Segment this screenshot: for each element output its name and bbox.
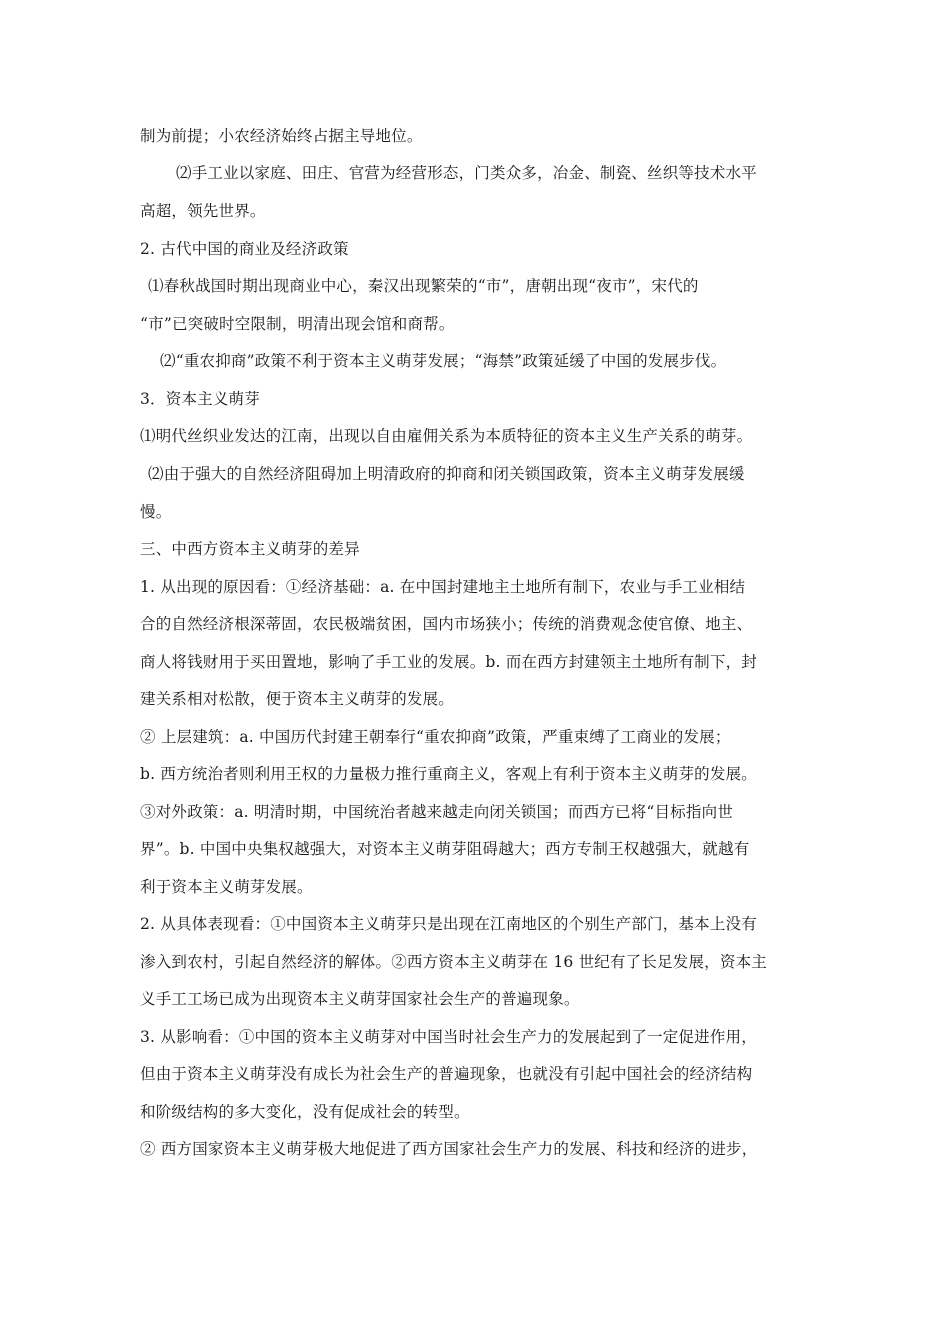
text-line: ⑴明代丝织业发达的江南，出现以自由雇佣关系为本质特征的资本主义生产关系的萌芽。: [140, 427, 753, 445]
text-line: 合的自然经济根深蒂固，农民极端贫困，国内市场狭小；传统的消费观念使官僚、地主、: [140, 615, 753, 633]
text-line: ⑵“重农抑商”政策不利于资本主义萌芽发展；“海禁”政策延缓了中国的发展步伐。: [160, 352, 727, 370]
text-line: 慢。: [140, 503, 172, 521]
text-line: “市”已突破时空限制，明清出现会馆和商帮。: [140, 315, 455, 333]
text-line: ⑵由于强大的自然经济阻碍加上明清政府的抑商和闭关锁国政策，资本主义萌芽发展缓: [148, 465, 745, 483]
text-line: ⑵手工业以家庭、田庄、官营为经营形态，门类众多，冶金、制瓷、丝织等技术水平: [176, 164, 757, 182]
text-line: 和阶级结构的多大变化，没有促成社会的转型。: [140, 1103, 470, 1121]
text-line: b. 西方统治者则利用王权的力量极力推行重商主义，客观上有利于资本主义萌芽的发展。: [140, 765, 757, 783]
text-line: 界”。b. 中国中央集权越强大，对资本主义萌芽阻碍越大；西方专制王权越强大，就越有: [140, 840, 750, 858]
text-line: 义手工工场已成为出现资本主义萌芽国家社会生产的普遍现象。: [140, 990, 580, 1008]
text-line: 利于资本主义萌芽发展。: [140, 878, 313, 896]
text-line: 建关系相对松散，便于资本主义萌芽的发展。: [140, 690, 455, 708]
text-line: 3. 从影响看：①中国的资本主义萌芽对中国当时社会生产力的发展起到了一定促进作用，: [140, 1028, 757, 1046]
text-line: ⑴春秋战国时期出现商业中心，秦汉出现繁荣的“市”，唐朝出现“夜市”，宋代的: [148, 277, 699, 295]
text-line: 商人将钱财用于买田置地，影响了手工业的发展。b. 而在西方封建领主土地所有制下，封: [140, 653, 757, 671]
text-line: 1. 从出现的原因看：①经济基础：a. 在中国封建地主土地所有制下，农业与手工业相结: [140, 578, 746, 596]
text-line: 2. 从具体表现看：①中国资本主义萌芽只是出现在江南地区的个别生产部门，基本上没有: [140, 915, 757, 933]
text-line: ② 西方国家资本主义萌芽极大地促进了西方国家社会生产力的发展、科技和经济的进步，: [140, 1140, 758, 1158]
text-line: 但由于资本主义萌芽没有成长为社会生产的普遍现象，也就没有引起中国社会的经济结构: [140, 1065, 753, 1083]
text-line: 高超，领先世界。: [140, 202, 266, 220]
section-heading: 2. 古代中国的商业及经济政策: [140, 240, 349, 258]
text-line: 渗入到农村，引起自然经济的解体。②西方资本主义萌芽在 16 世纪有了长足发展，资本主: [140, 953, 767, 971]
text-line: ② 上层建筑：a. 中国历代封建王朝奉行“重农抑商”政策，严重束缚了工商业的发展；: [140, 728, 731, 746]
section-heading: 三、中西方资本主义萌芽的差异: [140, 540, 360, 558]
text-line: ③对外政策：a. 明清时期，中国统治者越来越走向闭关锁国；而西方已将“目标指向世: [140, 803, 734, 821]
section-heading: 3．资本主义萌芽: [140, 390, 260, 408]
text-line: 制为前提；小农经济始终占据主导地位。: [140, 127, 423, 145]
